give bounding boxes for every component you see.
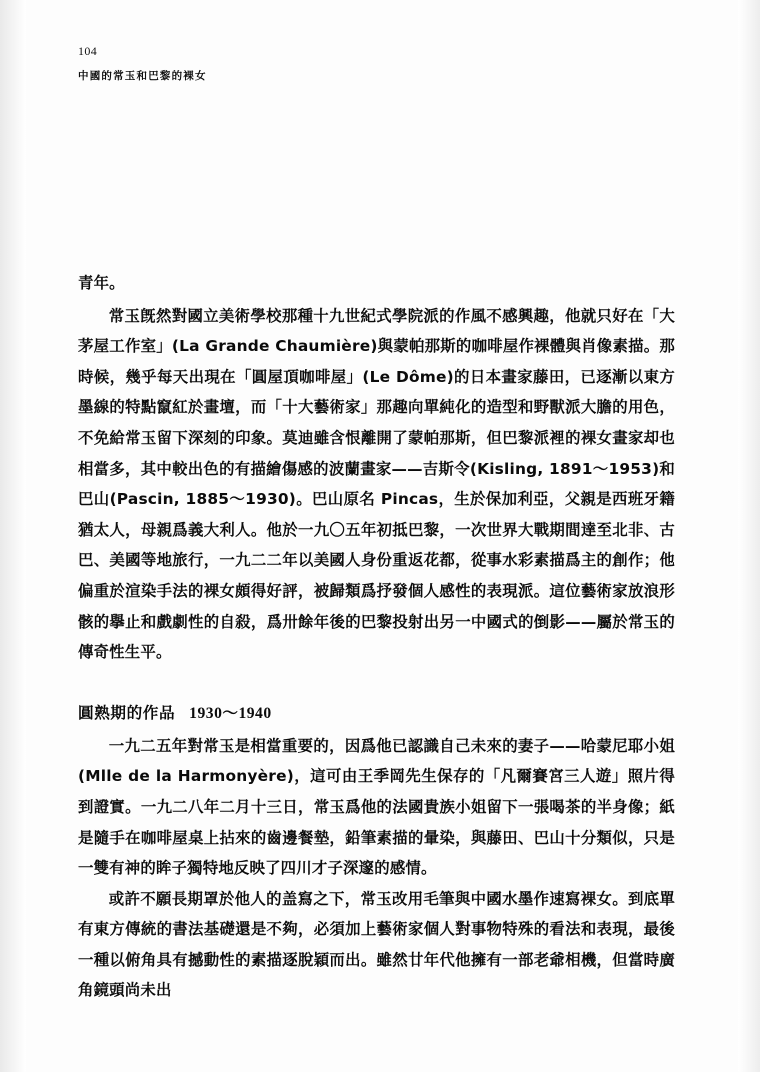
running-head: 中國的常玉和巴黎的裸女: [78, 70, 207, 82]
paragraph-opening-line: 青年。: [78, 274, 125, 292]
paragraph-1: 常玉旣然對國立美術學校那種十九世紀式學院派的作風不感興趣，他就只好在「大茅屋工作室」(La Grande Chaumière)與蒙帕那斯的咖啡屋作裸體與肖像素描。那時候，幾乎每天出現在「圓屋頂咖啡屋」(Le Dôme)的日本畫家藤田，已逐漸以東方墨線的特點竄紅於畫壇，而「十大藝術家」那趣向單純化的造型和野獸派大膽的用色，不免給常玉留下深刻的印象。莫迪雖含恨離開了蒙帕那斯，但巴黎派裡的裸女畫家却也相當多，其中較出色的有描繪傷感的波蘭畫家——吉斯令(Kisling, 1891～1953)和巴山(Pascin, 1885～1930)。巴山原名 Pincas，生於保加利亞，父親是西班牙籍猶太人，母親爲義大利人。他於一九〇五年初抵巴黎，一次世界大戰期間達至北非、古巴、美國等地旅行，一九二二年以美國人身份重返花都，從事水彩素描爲主的創作；他偏重於渲染手法的裸女頗得好評，被歸類爲抒發個人感性的表現派。這位藝術家放浪形骸的擧止和戲劇性的自殺，爲卅餘年後的巴黎投射出另一中國式的倒影——屬於常玉的傳奇性生平。: [78, 306, 675, 662]
section-heading-label: 圓熟期的作品: [78, 703, 176, 722]
section-heading-date-range: 1930～1940: [189, 704, 272, 722]
paragraph-2: 一九二五年對常玉是相當重要的，因爲他已認識自己未來的妻子——哈蒙尼耶小姐(Mlle de la Harmonyère)，這可由王季岡先生保存的「凡爾賽宮三人遊」照片得到證實。一九二八年二月十三日，常玉爲他的法國貴族小姐留下一張喝茶的半身像；紙是隨手在咖啡屋桌上拈來的齒邊餐墊，鉛筆素描的暈染，與藤田、巴山十分類似，只是一雙有神的眸子獨特地反映了四川才子深邃的感情。: [78, 736, 675, 878]
page-content: [78, 0, 688, 1072]
paragraph-3: 或許不願長期罩於他人的盖寫之下，常玉改用毛筆與中國水墨作速寫裸女。到底單有東方傳統的書法基礎還是不夠，必須加上藝術家個人對事物特殊的看法和表現，最後一種以俯角具有撼動性的素描逐脫穎而出。雖然廿年代他擁有一部老爺相機，但當時廣角鏡頭尚未出: [78, 889, 675, 1000]
section-heading: [78, 698, 675, 729]
body-text: [78, 268, 675, 1006]
page-number: 104: [78, 44, 98, 58]
